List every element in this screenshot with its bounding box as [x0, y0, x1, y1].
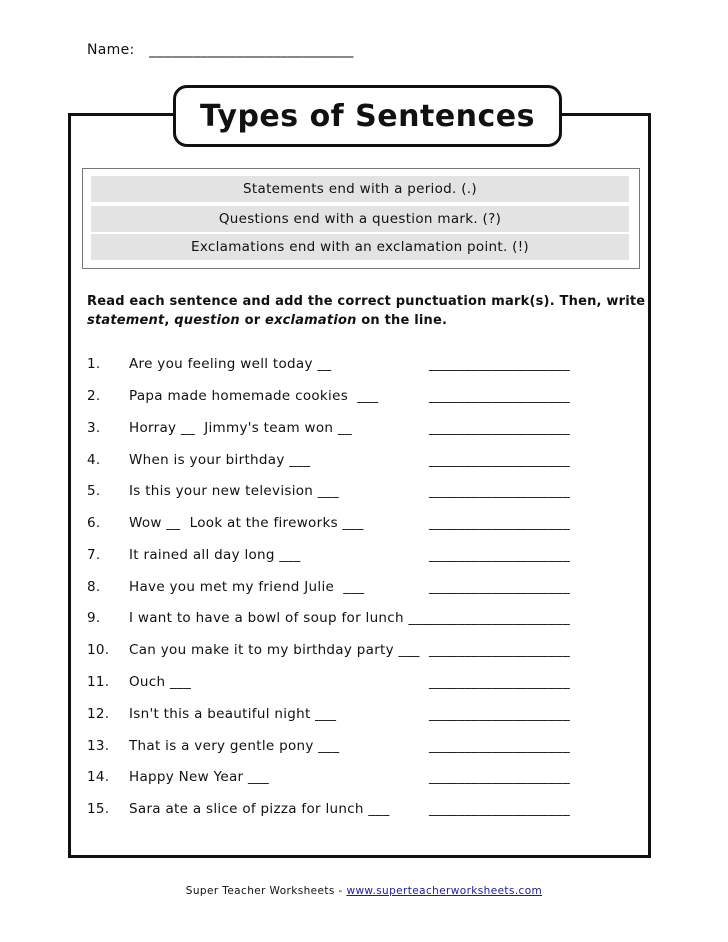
question-number: 2.	[87, 388, 101, 404]
question-number: 14.	[87, 769, 110, 785]
answer-line[interactable]: ____________________	[429, 452, 570, 468]
rule-question: Questions end with a question mark. (?)	[91, 206, 629, 232]
instructions-word-exclamation: exclamation	[265, 313, 357, 328]
rule-statement: Statements end with a period. (.)	[91, 176, 629, 202]
question-number: 15.	[87, 801, 110, 817]
name-field	[87, 42, 354, 58]
answer-line[interactable]: ____________________	[429, 388, 570, 404]
rule-exclamation: Exclamations end with an exclamation point. (!)	[91, 234, 629, 260]
question-text: Is this your new television ___	[129, 483, 339, 499]
question-text: Wow __ Look at the fireworks ___	[129, 515, 364, 531]
question-text: Are you feeling well today __	[129, 356, 332, 372]
question-number: 5.	[87, 483, 101, 499]
question-row	[87, 706, 617, 726]
question-text: Happy New Year ___	[129, 769, 270, 785]
question-number: 1.	[87, 356, 101, 372]
question-row	[87, 769, 617, 789]
answer-line[interactable]: ____________________	[429, 420, 570, 436]
question-text: When is your birthday ___	[129, 452, 311, 468]
instructions-word-question: question	[174, 313, 240, 328]
question-number: 4.	[87, 452, 101, 468]
question-number: 3.	[87, 420, 101, 436]
question-row	[87, 547, 617, 567]
footer-brand: Super Teacher Worksheets -	[185, 885, 347, 897]
instructions-part1: Read each sentence and add the correct punctuation mark(s). Then, write	[87, 294, 646, 309]
question-row	[87, 738, 617, 758]
answer-line[interactable]: ____________________	[429, 547, 570, 563]
answer-line[interactable]: ____________________	[429, 674, 570, 690]
rules-box	[82, 168, 640, 269]
question-text: I want to have a bowl of soup for lunch ___	[129, 610, 430, 626]
question-row	[87, 483, 617, 503]
question-row	[87, 642, 617, 662]
answer-line[interactable]: ____________________	[429, 515, 570, 531]
footer	[0, 885, 728, 897]
question-row	[87, 515, 617, 535]
question-text: Horray __ Jimmy's team won __	[129, 420, 352, 436]
question-row	[87, 610, 617, 630]
question-row	[87, 801, 617, 821]
question-number: 13.	[87, 738, 110, 754]
question-text: Sara ate a slice of pizza for lunch ___	[129, 801, 390, 817]
question-text: Can you make it to my birthday party ___	[129, 642, 420, 658]
footer-link[interactable]: www.superteacherworksheets.com	[346, 885, 543, 897]
question-text: Isn't this a beautiful night ___	[129, 706, 337, 722]
question-number: 7.	[87, 547, 101, 563]
question-number: 11.	[87, 674, 110, 690]
name-blank: ____________________________	[149, 42, 354, 58]
question-row	[87, 356, 617, 376]
question-number: 12.	[87, 706, 110, 722]
question-text: It rained all day long ___	[129, 547, 301, 563]
question-row	[87, 388, 617, 408]
name-label: Name:	[87, 42, 135, 58]
question-text: That is a very gentle pony ___	[129, 738, 340, 754]
answer-line[interactable]: ____________________	[429, 483, 570, 499]
question-text: Ouch ___	[129, 674, 192, 690]
instructions-word-statement: statement	[87, 313, 165, 328]
instructions-sep2: or	[239, 313, 266, 328]
question-text: Have you met my friend Julie ___	[129, 579, 365, 595]
answer-line[interactable]: ____________________	[429, 356, 570, 372]
question-row	[87, 420, 617, 440]
instructions-sep1: ,	[164, 313, 175, 328]
question-row	[87, 674, 617, 694]
question-text: Papa made homemade cookies ___	[129, 388, 379, 404]
answer-line[interactable]: ____________________	[429, 706, 570, 722]
answer-line[interactable]: ____________________	[429, 642, 570, 658]
answer-line[interactable]: ____________________	[429, 579, 570, 595]
question-number: 9.	[87, 610, 101, 626]
answer-line[interactable]: ____________________	[429, 769, 570, 785]
question-row	[87, 579, 617, 599]
answer-line[interactable]: ____________________	[429, 738, 570, 754]
answer-line[interactable]: ____________________	[429, 610, 570, 626]
question-number: 6.	[87, 515, 101, 531]
question-row	[87, 452, 617, 472]
page-title: Types of Sentences	[173, 85, 562, 147]
answer-line[interactable]: ____________________	[429, 801, 570, 817]
question-number: 10.	[87, 642, 110, 658]
instructions-part2: on the line.	[356, 313, 448, 328]
instructions	[87, 292, 647, 330]
question-number: 8.	[87, 579, 101, 595]
